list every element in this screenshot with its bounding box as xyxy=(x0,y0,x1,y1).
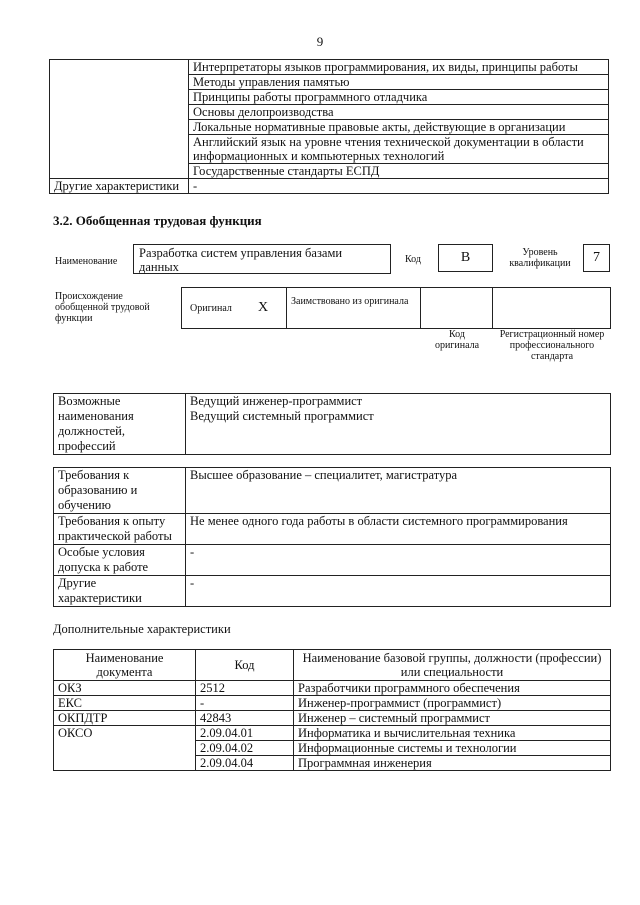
requirement-label: Требования к образованию и обучению xyxy=(54,468,186,514)
table-row xyxy=(54,696,611,711)
requirement-value: Не менее одного года работы в области системного программирования xyxy=(186,514,611,545)
page-number: 9 xyxy=(316,34,324,49)
doc-cell: ОКЗ xyxy=(54,681,196,696)
other-characteristics-value: - xyxy=(189,179,609,194)
original-mark: X xyxy=(258,300,269,315)
table-row xyxy=(50,179,609,194)
knowledge-item: Английский язык на уровне чтения технической документации в области информационных и компьютерных технологий xyxy=(189,135,609,164)
requirement-value: - xyxy=(186,545,611,576)
code-cell: 2.09.04.04 xyxy=(196,756,294,771)
origin-box xyxy=(181,287,611,329)
function-name-box: Разработка систем управления базами данных xyxy=(133,244,391,274)
positions-label: Возможные наименования должностей, профессий xyxy=(54,394,186,455)
requirement-label: Требования к опыту практической работы xyxy=(54,514,186,545)
code-cell: - xyxy=(196,696,294,711)
code-cell: 42843 xyxy=(196,711,294,726)
table-header-row xyxy=(54,650,611,681)
doc-cell: ЕКС xyxy=(54,696,196,711)
name-cell: Разработчики программного обеспечения xyxy=(294,681,611,696)
name-cell: Информатика и вычислительная техника xyxy=(294,726,611,741)
code-cell: 2.09.04.01 xyxy=(196,726,294,741)
position-item: Ведущий системный программист xyxy=(190,409,374,423)
doc-cell: ОКПДТР xyxy=(54,711,196,726)
code-label: Код xyxy=(405,254,421,265)
registration-number-caption: Регистрационный номер профессионального стандарта xyxy=(499,329,605,362)
table-row xyxy=(54,394,611,455)
name-cell: Программная инженерия xyxy=(294,756,611,771)
code-box: В xyxy=(438,244,493,272)
knowledge-item: Интерпретаторы языков программирования, их виды, принципы работы xyxy=(189,60,609,75)
other-characteristics-label: Другие характеристики xyxy=(50,179,189,194)
table-row xyxy=(54,681,611,696)
additional-table xyxy=(53,649,611,771)
borrowed-label: Заимствовано из оригинала xyxy=(291,296,409,307)
table-row xyxy=(54,468,611,514)
positions-table xyxy=(53,393,611,455)
header-name: Наименование базовой группы, должности (профессии) или специальности xyxy=(294,650,611,681)
requirement-value: Высшее образование – специалитет, магистратура xyxy=(186,468,611,514)
knowledge-item: Локальные нормативные правовые акты, действующие в организации xyxy=(189,120,609,135)
table-row xyxy=(50,60,609,75)
code-cell: 2.09.04.02 xyxy=(196,741,294,756)
qualification-level-box: 7 xyxy=(583,244,610,272)
requirement-label: Особые условия допуска к работе xyxy=(54,545,186,576)
name-label: Наименование xyxy=(55,256,118,267)
knowledge-label-cell xyxy=(50,60,189,179)
origin-label: Происхождение обобщенной трудовой функции xyxy=(55,291,150,324)
header-code: Код xyxy=(196,650,294,681)
qualification-level-label: Уровень квалификации xyxy=(509,247,571,269)
code-original-caption: Код оригинала xyxy=(434,329,480,351)
knowledge-item: Принципы работы программного отладчика xyxy=(189,90,609,105)
knowledge-item: Государственные стандарты ЕСПД xyxy=(189,164,609,179)
position-item: Ведущий инженер-программист xyxy=(190,394,363,408)
positions-values xyxy=(186,394,611,455)
requirement-value: - xyxy=(186,576,611,607)
requirement-label: Другие характеристики xyxy=(54,576,186,607)
requirements-table xyxy=(53,467,611,607)
knowledge-table xyxy=(49,59,609,194)
table-row xyxy=(54,576,611,607)
doc-cell: ОКСО xyxy=(54,726,196,771)
table-row xyxy=(54,711,611,726)
additional-title: Дополнительные характеристики xyxy=(53,622,231,636)
table-row xyxy=(54,514,611,545)
header-document: Наименование документа xyxy=(54,650,196,681)
table-row xyxy=(54,545,611,576)
table-row xyxy=(54,726,611,741)
section-title: 3.2. Обобщенная трудовая функция xyxy=(53,213,262,228)
knowledge-item: Методы управления памятью xyxy=(189,75,609,90)
name-cell: Инженер – системный программист xyxy=(294,711,611,726)
original-label: Оригинал xyxy=(190,303,232,314)
knowledge-item: Основы делопроизводства xyxy=(189,105,609,120)
name-cell: Информационные системы и технологии xyxy=(294,741,611,756)
code-cell: 2512 xyxy=(196,681,294,696)
name-cell: Инженер-программист (программист) xyxy=(294,696,611,711)
